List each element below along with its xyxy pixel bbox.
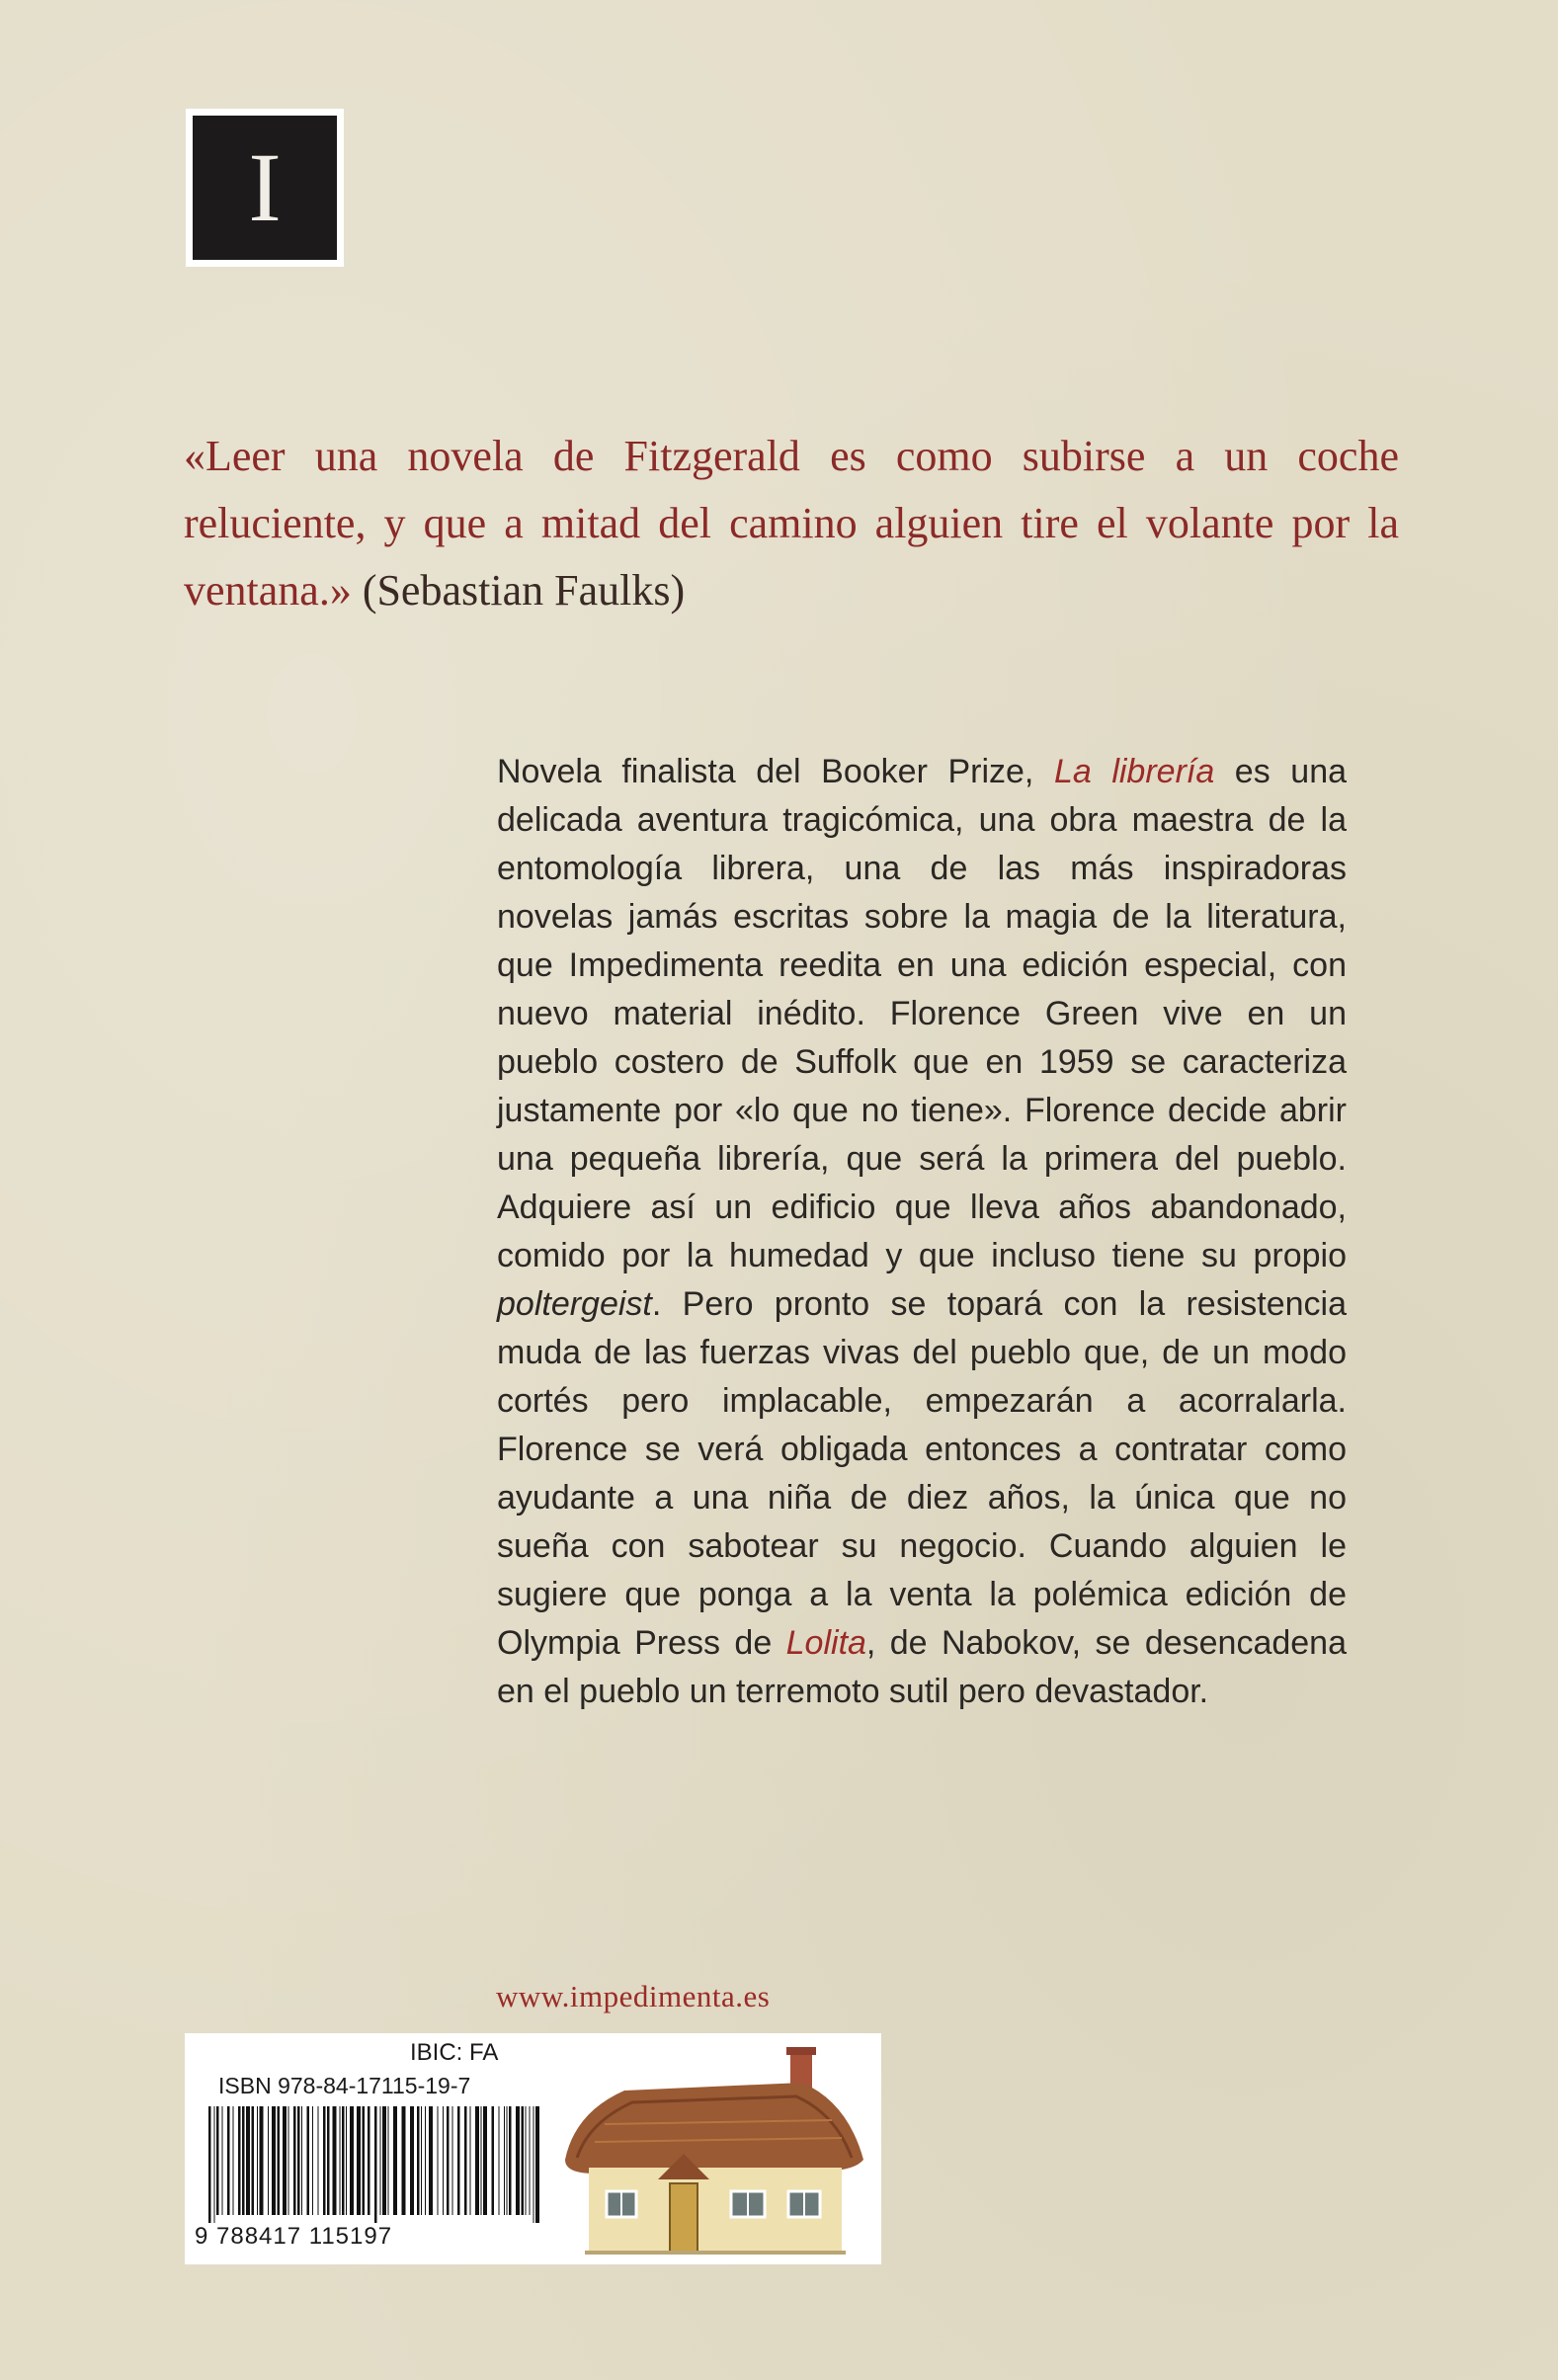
- quote-author: (Sebastian Faulks): [362, 566, 686, 615]
- barcode-bars: [206, 2106, 547, 2223]
- blurb-part-1: Novela finalista del Booker Prize,: [497, 753, 1054, 790]
- book-blurb: [497, 748, 1347, 1716]
- barcode-digits: 9 788417 115197: [195, 2223, 393, 2250]
- poltergeist-italic: poltergeist: [497, 1285, 652, 1323]
- barcode-label: [185, 2033, 881, 2264]
- logo-letter: I: [248, 132, 282, 242]
- publisher-website[interactable]: www.impedimenta.es: [496, 1979, 771, 2013]
- publisher-logo: [186, 109, 344, 267]
- quote-text: «Leer una novela de Fitzgerald es como subirse a un coche reluciente, y que a mitad del camino alguien tire el volante por la ventana.»: [184, 432, 1399, 615]
- blurb-part-3: . Pero pronto se topará con la resistencia muda de las fuerzas vivas del pueblo que, de un modo cortés pero implacable, empezarán a acorralarla. Florence se verá obligada entonces a contratar como ayudante a una niña de diez años, la única que no sueña con sabotear su negocio. Cuando alguien le sugiere que ponga a la venta la polémica edición de Olympia Press de: [497, 1285, 1347, 1662]
- blurb-part-4: , de Nabokov, se desencadena en el pueblo un terremoto sutil pero devastador.: [497, 1624, 1347, 1710]
- logo-background: [193, 116, 337, 260]
- review-quote: [184, 423, 1399, 624]
- lolita-italic: Lolita: [785, 1624, 866, 1662]
- cottage-illustration: [555, 2043, 873, 2258]
- book-title-italic: La librería: [1053, 753, 1215, 790]
- isbn-number: ISBN 978-84-17115-19-7: [218, 2073, 471, 2098]
- blurb-part-2: es una delicada aventura tragicómica, una obra maestra de la entomología librera, una de las más inspiradoras novelas jamás escritas sobre la magia de la literatura, que Impedimenta reedita en una edición especial, con nuevo material inédito. Florence Green vive en un pueblo costero de Suffolk que en 1959 se caracteriza justamente por «lo que no tiene». Florence decide abrir una pequeña librería, que será la primera del pueblo. Adquiere así un edificio que lleva años abandonado, comido por la humedad y que incluso tiene su propio: [497, 753, 1348, 1274]
- ibic-code: IBIC: FA: [410, 2039, 499, 2066]
